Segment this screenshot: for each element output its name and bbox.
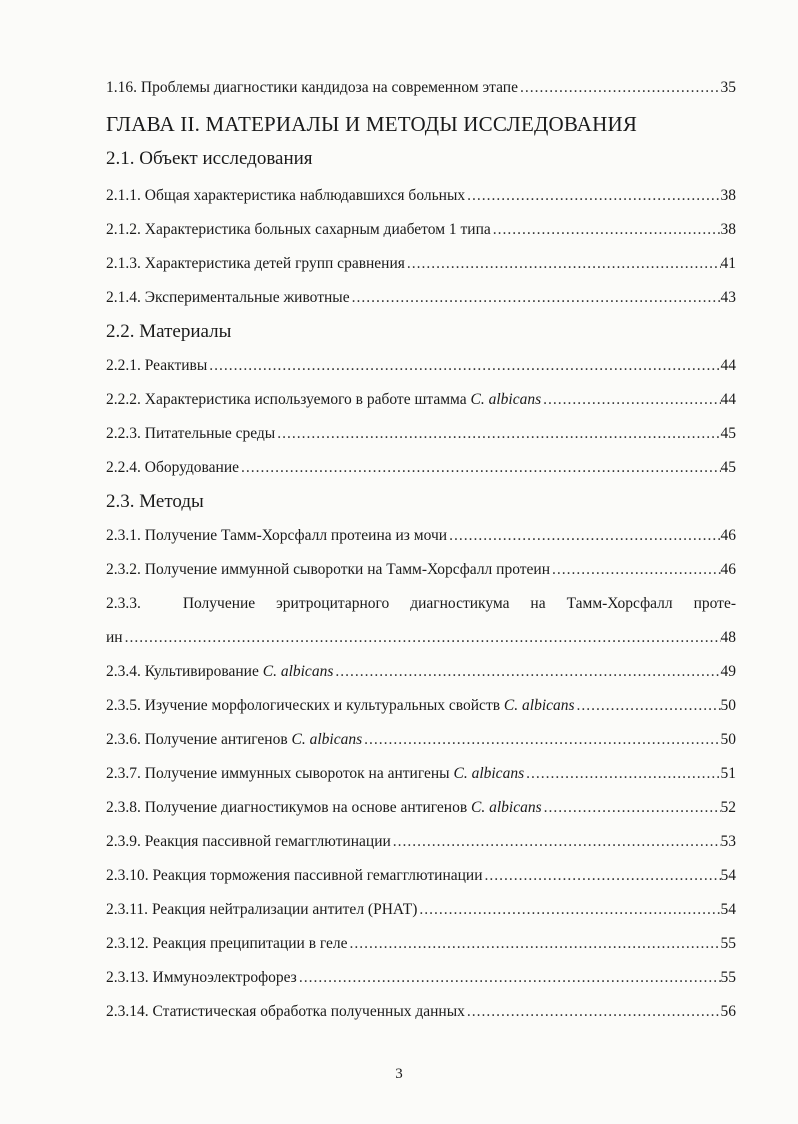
toc-entry-title: Характеристика детей групп сравнения	[144, 255, 405, 272]
toc-entry-title: Реакция преципитации в геле	[152, 935, 348, 952]
toc-entry-number: 2.3.3.	[106, 595, 141, 612]
toc-entry-number: 2.3.5.	[106, 697, 141, 714]
table-of-contents	[106, 78, 736, 1022]
dot-leader	[542, 798, 721, 818]
toc-entry-2-3-4	[106, 662, 736, 682]
dot-leader	[483, 866, 721, 886]
toc-entry-number: 2.3.10.	[106, 867, 149, 884]
toc-entry-page: 44	[720, 391, 736, 408]
species-name: C. albicans	[453, 765, 525, 782]
toc-entry-title: Оборудование	[144, 459, 239, 476]
toc-entry-2-3-12	[106, 934, 736, 954]
toc-entry-2-3-6	[106, 730, 736, 750]
toc-entry-page: 43	[720, 289, 736, 306]
toc-entry-2-2-3	[106, 424, 736, 444]
toc-entry-2-3-3-line1	[106, 594, 736, 614]
dot-leader	[362, 730, 720, 750]
toc-entry-number: 2.2.2.	[106, 391, 141, 408]
species-name: C. albicans	[262, 663, 334, 680]
toc-entry-2-3-3-line2	[106, 628, 736, 648]
dot-leader	[491, 220, 721, 240]
toc-entry-number: 1.16.	[106, 79, 137, 96]
toc-entry-number: 2.1.3.	[106, 255, 141, 272]
toc-entry-title: Получение эритроцитарного диагностикума на Тамм-Хорсфалл проте-	[182, 595, 736, 612]
toc-entry-number: 2.2.3.	[106, 425, 141, 442]
toc-entry-title: Проблемы диагностики кандидоза на современном этапе	[140, 79, 518, 96]
toc-entry-title	[145, 390, 541, 410]
toc-entry-2-3-5	[106, 696, 736, 716]
toc-entry-title-text: Получение диагностикумов на основе антигенов	[144, 799, 468, 816]
toc-entry-page: 45	[720, 425, 736, 442]
toc-entry-number: 2.3.9.	[106, 833, 141, 850]
toc-entry-number: 2.2.4.	[106, 459, 141, 476]
dot-leader	[405, 254, 721, 274]
toc-entry-page: 55	[720, 935, 736, 952]
toc-entry-number: 2.3.4.	[106, 663, 141, 680]
dot-leader	[333, 662, 720, 682]
toc-entry-2-2-2	[106, 390, 736, 410]
toc-entry-page: 55	[720, 969, 736, 986]
toc-entry-page: 45	[720, 459, 736, 476]
toc-entry-page: 56	[720, 1003, 736, 1020]
toc-entry-2-3-9	[106, 832, 736, 852]
toc-entry-page: 38	[720, 187, 736, 204]
dot-leader	[350, 288, 721, 308]
toc-entry-number: 2.3.2.	[106, 561, 141, 578]
dot-leader	[524, 764, 720, 784]
section-heading-2-3: 2.3. Методы	[106, 491, 204, 512]
toc-entry-number: 2.3.14.	[106, 1003, 149, 1020]
toc-entry-2-3-14	[106, 1002, 736, 1022]
chapter-heading: ГЛАВА II. МАТЕРИАЛЫ И МЕТОДЫ ИССЛЕДОВАНИЯ	[106, 112, 638, 136]
toc-entry-title	[145, 662, 334, 682]
species-name: C. albicans	[291, 731, 363, 748]
dot-leader	[550, 560, 720, 580]
dot-leader	[518, 78, 721, 98]
toc-entry-2-3-8	[106, 798, 736, 818]
dot-leader	[297, 968, 721, 988]
toc-entry-page: 53	[720, 833, 736, 850]
toc-entry-number: 2.3.7.	[106, 765, 141, 782]
dot-leader	[239, 458, 721, 478]
dot-leader	[391, 832, 721, 852]
toc-entry-title: Экспериментальные животные	[144, 289, 350, 306]
toc-entry-page: 52	[720, 799, 736, 816]
toc-entry-number: 2.3.6.	[106, 731, 141, 748]
toc-entry-2-1-1	[106, 186, 736, 206]
toc-entry-page: 38	[720, 221, 736, 238]
species-name: C. albicans	[470, 391, 542, 408]
toc-entry-page: 46	[720, 561, 736, 578]
toc-entry-number: 2.3.8.	[106, 799, 141, 816]
toc-entry-number: 2.3.12.	[106, 935, 149, 952]
toc-entry-2-1-3	[106, 254, 736, 274]
toc-entry-title: Реактивы	[144, 357, 208, 374]
dot-leader	[575, 696, 721, 716]
toc-entry-number: 2.1.1.	[106, 187, 141, 204]
toc-entry-title	[145, 798, 542, 818]
toc-entry-2-2-1	[106, 356, 736, 376]
toc-entry-2-3-10	[106, 866, 736, 886]
toc-entry-title: Общая характеристика наблюдавшихся больных	[144, 187, 466, 204]
species-name: C. albicans	[471, 799, 542, 816]
toc-entry-title: Получение иммунной сыворотки на Тамм-Хорсфалл протеин	[144, 561, 551, 578]
dot-leader	[348, 934, 721, 954]
dot-leader	[417, 900, 720, 920]
toc-entry-title: Иммуноэлектрофорез	[152, 969, 297, 986]
toc-entry-title-text: Изучение морфологических и культуральных свойств	[144, 697, 501, 714]
toc-entry-page: 51	[720, 765, 736, 782]
toc-entry-page: 35	[720, 79, 736, 96]
dot-leader	[465, 186, 720, 206]
toc-entry-2-1-4	[106, 288, 736, 308]
species-name: C. albicans	[503, 697, 575, 714]
toc-entry-2-3-2	[106, 560, 736, 580]
dot-leader	[541, 390, 720, 410]
toc-entry-number: 2.1.2.	[106, 221, 141, 238]
toc-entry-title-text: Культивирование	[144, 663, 259, 680]
toc-entry-2-2-4	[106, 458, 736, 478]
toc-entry-page: 50	[720, 731, 736, 748]
toc-entry-2-3-13	[106, 968, 736, 988]
toc-entry-number: 2.1.4.	[106, 289, 141, 306]
toc-entry-title-text: Получение иммунных сывороток на антигены	[144, 765, 450, 782]
toc-entry-title: Реакция нейтрализации антител (РНАТ)	[151, 901, 418, 918]
dot-leader	[207, 356, 720, 376]
toc-entry-page: 50	[720, 697, 736, 714]
toc-entry-page: 48	[720, 629, 736, 646]
toc-entry-page: 54	[720, 901, 736, 918]
toc-entry-title: Получение Тамм-Хорсфалл протеина из мочи	[144, 527, 448, 544]
toc-entry-title: Реакция торможения пассивной гемагглютинации	[152, 867, 483, 884]
toc-entry-number: 2.3.11.	[106, 901, 149, 918]
dot-leader	[275, 424, 720, 444]
toc-entry-number: 2.3.13.	[106, 969, 149, 986]
toc-entry-title: Питательные среды	[144, 425, 276, 442]
toc-entry-page: 44	[720, 357, 736, 374]
toc-entry-page: 49	[720, 663, 736, 680]
toc-entry-page: 41	[720, 255, 736, 272]
toc-entry-title: Статистическая обработка полученных данных	[152, 1003, 465, 1020]
dot-leader	[123, 628, 721, 648]
section-heading-2-2: 2.2. Материалы	[106, 321, 232, 342]
toc-entry-title	[145, 696, 575, 716]
toc-entry-number: 2.2.1.	[106, 357, 141, 374]
toc-entry-page: 46	[720, 527, 736, 544]
toc-entry-title-continuation: ин	[106, 629, 123, 646]
toc-entry-2-3-11	[106, 900, 736, 920]
toc-entry-title	[145, 730, 362, 750]
toc-entry-title: Реакция пассивной гемагглютинации	[144, 833, 391, 850]
toc-entry-page: 54	[720, 867, 736, 884]
toc-entry-number: 2.3.1.	[106, 527, 141, 544]
dot-leader	[465, 1002, 721, 1022]
toc-entry-2-1-2	[106, 220, 736, 240]
toc-entry-title-text: Характеристика используемого в работе штамма	[144, 391, 467, 408]
toc-entry-2-3-1	[106, 526, 736, 546]
toc-entry-title: Характеристика больных сахарным диабетом 1 типа	[144, 221, 491, 238]
toc-entry-title-text: Получение антигенов	[144, 731, 288, 748]
page-number: 3	[395, 1066, 403, 1082]
toc-entry-2-3-7	[106, 764, 736, 784]
toc-entry-title	[145, 764, 524, 784]
section-heading-2-1: 2.1. Объект исследования	[106, 148, 313, 169]
dot-leader	[447, 526, 720, 546]
toc-entry-1-16	[106, 78, 736, 98]
